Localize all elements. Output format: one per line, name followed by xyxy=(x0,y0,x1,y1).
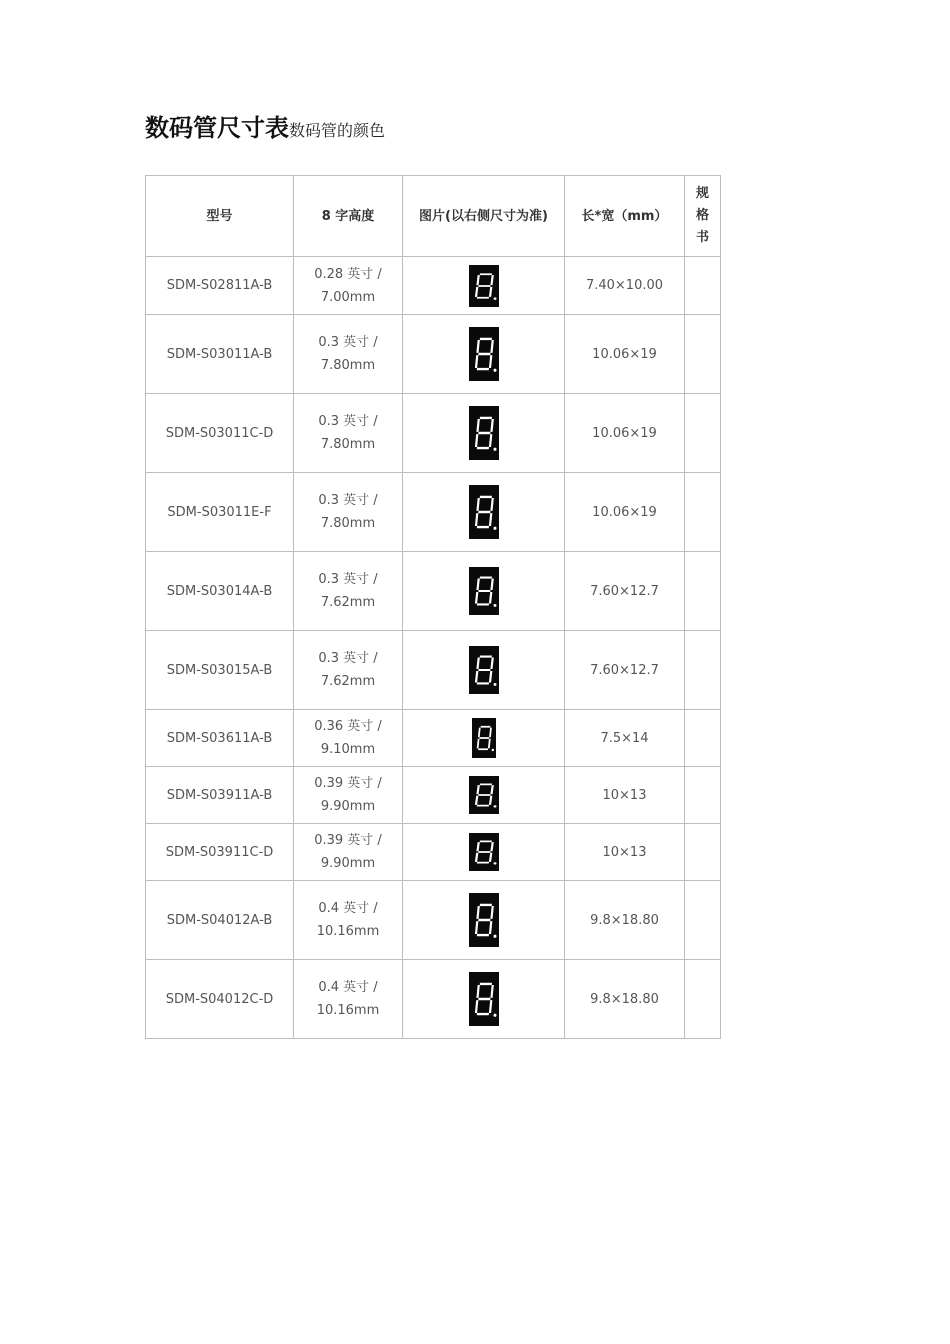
cell-model: SDM-S03911A-B xyxy=(146,767,294,824)
table-row xyxy=(146,257,721,315)
header-spec-sheet-text: 规格书 xyxy=(695,186,709,245)
seven-segment-digit-icon xyxy=(469,327,499,381)
height-inches: 0.3 英寸 / xyxy=(318,335,378,350)
cell-image xyxy=(403,824,565,881)
height-inches: 0.3 英寸 / xyxy=(318,572,378,587)
height-inches: 0.28 英寸 / xyxy=(314,266,382,282)
header-digit-height: 8 字高度 xyxy=(294,176,403,257)
seven-segment-digit-icon xyxy=(469,485,499,539)
seven-segment-digit-icon xyxy=(469,833,499,871)
height-inches: 0.4 英寸 / xyxy=(318,901,378,916)
cell-model: SDM-S03015A-B xyxy=(146,631,294,710)
page-heading xyxy=(145,116,385,140)
cell-digit-height xyxy=(294,473,403,552)
cell-digit-height xyxy=(294,552,403,631)
cell-model: SDM-S03011C-D xyxy=(146,394,294,473)
cell-digit-height xyxy=(294,315,403,394)
seven-segment-digit-icon xyxy=(469,265,499,307)
table-row xyxy=(146,710,721,767)
cell-dimensions: 9.8×18.80 xyxy=(565,881,685,960)
cell-dimensions: 10.06×19 xyxy=(565,315,685,394)
height-mm: 7.80mm xyxy=(320,358,376,373)
cell-dimensions: 7.60×12.7 xyxy=(565,631,685,710)
height-inches: 0.39 英寸 / xyxy=(314,833,382,848)
cell-spec-sheet[interactable] xyxy=(685,631,721,710)
cell-spec-sheet[interactable] xyxy=(685,710,721,767)
table-row xyxy=(146,315,721,394)
cell-image xyxy=(403,767,565,824)
table-row xyxy=(146,473,721,552)
height-mm: 10.16mm xyxy=(316,924,380,939)
cell-spec-sheet[interactable] xyxy=(685,394,721,473)
cell-spec-sheet[interactable] xyxy=(685,257,721,315)
cell-digit-height xyxy=(294,881,403,960)
height-inches: 0.3 英寸 / xyxy=(318,493,378,508)
table-row xyxy=(146,552,721,631)
header-spec-sheet xyxy=(685,176,721,257)
seven-segment-digit-icon xyxy=(469,646,499,694)
height-inches: 0.3 英寸 / xyxy=(318,651,378,666)
cell-digit-height xyxy=(294,960,403,1039)
height-mm: 9.90mm xyxy=(320,856,376,871)
cell-model: SDM-S03014A-B xyxy=(146,552,294,631)
cell-dimensions: 7.60×12.7 xyxy=(565,552,685,631)
height-inches: 0.36 英寸 / xyxy=(314,719,382,734)
cell-spec-sheet[interactable] xyxy=(685,315,721,394)
cell-dimensions: 10×13 xyxy=(565,824,685,881)
table-header-row xyxy=(146,176,721,257)
cell-model: SDM-S03011A-B xyxy=(146,315,294,394)
cell-image xyxy=(403,473,565,552)
cell-digit-height xyxy=(294,257,403,315)
table-row xyxy=(146,960,721,1039)
cell-dimensions: 10.06×19 xyxy=(565,473,685,552)
cell-spec-sheet[interactable] xyxy=(685,473,721,552)
seven-segment-digit-icon xyxy=(469,567,499,615)
cell-dimensions: 9.8×18.80 xyxy=(565,960,685,1039)
height-mm: 7.80mm xyxy=(320,437,376,452)
cell-dimensions: 10×13 xyxy=(565,767,685,824)
table-row xyxy=(146,394,721,473)
height-mm: 7.00mm xyxy=(320,289,376,305)
table-row xyxy=(146,824,721,881)
height-inches: 0.3 英寸 / xyxy=(318,414,378,429)
cell-image xyxy=(403,631,565,710)
height-mm: 7.62mm xyxy=(320,595,376,610)
cell-spec-sheet[interactable] xyxy=(685,881,721,960)
header-dimensions: 长*宽（mm） xyxy=(565,176,685,257)
cell-image xyxy=(403,881,565,960)
page-subtitle: 数码管的颜色 xyxy=(289,121,386,140)
header-image: 图片(以右侧尺寸为准) xyxy=(403,176,565,257)
cell-image xyxy=(403,394,565,473)
cell-model: SDM-S02811A-B xyxy=(146,257,294,315)
cell-image xyxy=(403,315,565,394)
height-mm: 7.80mm xyxy=(320,516,376,531)
cell-digit-height xyxy=(294,631,403,710)
height-inches: 0.39 英寸 / xyxy=(314,776,382,791)
cell-dimensions: 10.06×19 xyxy=(565,394,685,473)
table-row xyxy=(146,767,721,824)
seven-segment-digit-icon xyxy=(469,406,499,460)
cell-model: SDM-S04012A-B xyxy=(146,881,294,960)
height-mm: 9.10mm xyxy=(320,742,376,757)
seven-segment-digit-icon xyxy=(469,893,499,947)
cell-image xyxy=(403,257,565,315)
cell-dimensions: 7.5×14 xyxy=(565,710,685,767)
cell-digit-height xyxy=(294,710,403,767)
height-inches: 0.4 英寸 / xyxy=(318,980,378,995)
cell-digit-height xyxy=(294,394,403,473)
cell-digit-height xyxy=(294,767,403,824)
table-row xyxy=(146,631,721,710)
cell-image xyxy=(403,960,565,1039)
cell-spec-sheet[interactable] xyxy=(685,824,721,881)
table-row xyxy=(146,881,721,960)
height-mm: 10.16mm xyxy=(316,1003,380,1018)
cell-model: SDM-S03011E-F xyxy=(146,473,294,552)
cell-dimensions: 7.40×10.00 xyxy=(565,257,685,315)
height-mm: 9.90mm xyxy=(320,799,376,814)
cell-model: SDM-S04012C-D xyxy=(146,960,294,1039)
cell-digit-height xyxy=(294,824,403,881)
seven-segment-digit-icon xyxy=(469,972,499,1026)
cell-image xyxy=(403,710,565,767)
cell-spec-sheet[interactable] xyxy=(685,767,721,824)
height-mm: 7.62mm xyxy=(320,674,376,689)
seven-segment-digit-icon xyxy=(469,776,499,814)
cell-spec-sheet[interactable] xyxy=(685,960,721,1039)
seven-segment-digit-icon xyxy=(472,718,496,758)
cell-image xyxy=(403,552,565,631)
cell-spec-sheet[interactable] xyxy=(685,552,721,631)
page-title: 数码管尺寸表 xyxy=(145,114,289,142)
cell-model: SDM-S03911C-D xyxy=(146,824,294,881)
header-model: 型号 xyxy=(146,176,294,257)
cell-model: SDM-S03611A-B xyxy=(146,710,294,767)
digit-size-table xyxy=(145,175,721,1039)
